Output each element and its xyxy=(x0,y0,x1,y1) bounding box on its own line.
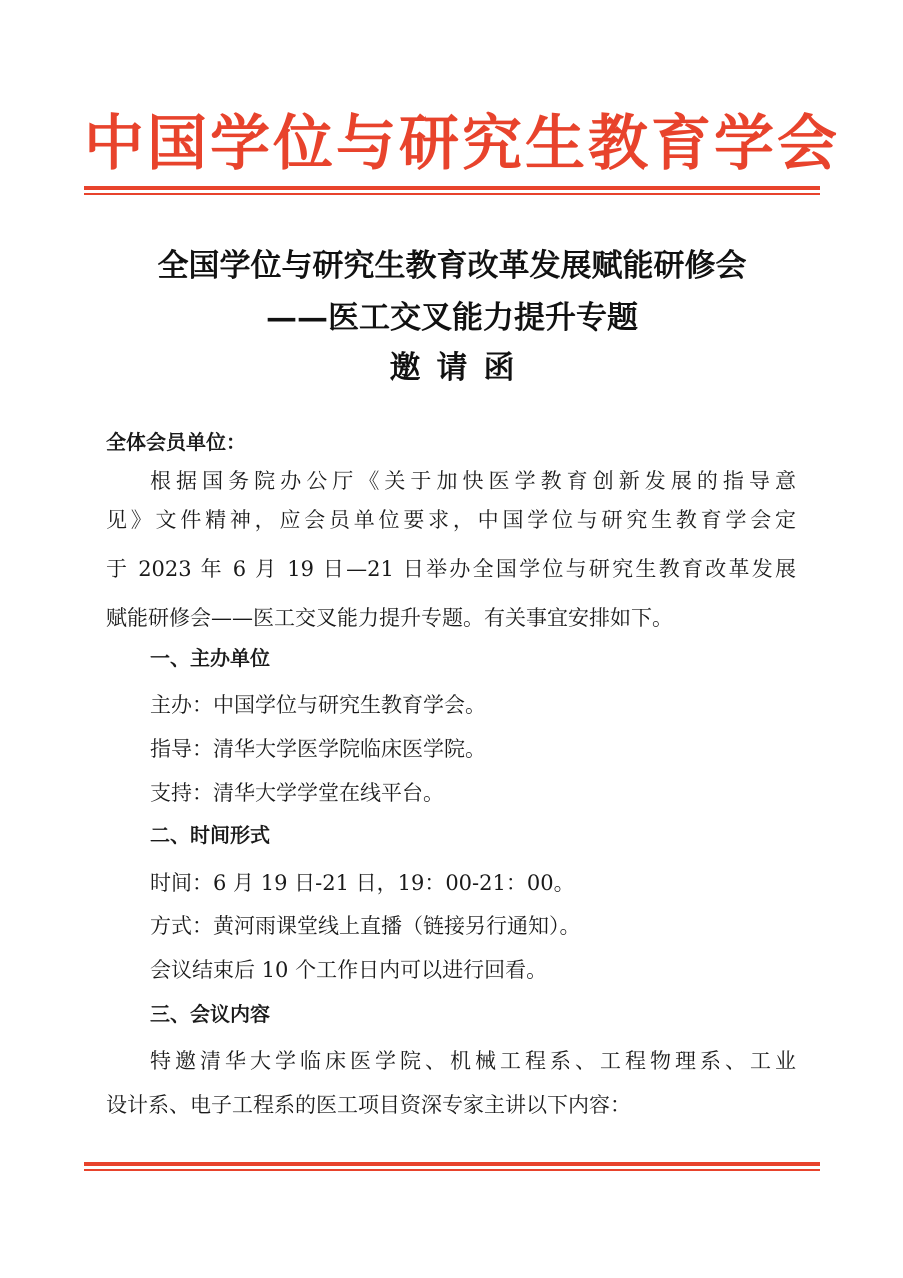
content-line-2: 设计系、电子工程系的医工项目资深专家主讲以下内容： xyxy=(106,1093,631,1117)
letterhead-rule-top xyxy=(84,186,820,195)
letterhead-org-name: 中国学位与研究生教育学会 xyxy=(84,109,840,179)
time-schedule: 时间：6 月 19 日-21 日，19：00-21：00。 xyxy=(150,871,575,895)
document-title-line1: 全国学位与研究生教育改革发展赋能研修会 xyxy=(157,248,747,284)
section-content-heading: 三、会议内容 xyxy=(150,1002,270,1026)
organizer-guide: 指导：清华大学医学院临床医学院。 xyxy=(150,737,486,761)
section-time-heading: 二、时间形式 xyxy=(150,823,270,847)
intro-line-4: 赋能研修会——医工交叉能力提升专题。有关事宜安排如下。 xyxy=(106,606,673,630)
intro-line-3: 于 2023 年 6 月 19 日—21 日举办全国学位与研究生教育改革发展 xyxy=(106,557,796,581)
intro-line-2: 见》文件精神，应会员单位要求，中国学位与研究生教育学会定 xyxy=(106,508,796,532)
footer-rule xyxy=(84,1162,820,1171)
organizer-support: 支持：清华大学学堂在线平台。 xyxy=(150,781,444,805)
section-organizer-heading: 一、主办单位 xyxy=(150,646,270,670)
salutation: 全体会员单位： xyxy=(106,430,246,454)
content-line-1: 特邀清华大学临床医学院、机械工程系、工程物理系、工业 xyxy=(150,1049,796,1073)
document-title-line2: ——医工交叉能力提升专题 xyxy=(266,300,638,336)
intro-line-1: 根据国务院办公厅《关于加快医学教育创新发展的指导意 xyxy=(150,469,796,493)
document-title-invitation: 邀请函 xyxy=(389,350,531,386)
time-replay: 会议结束后 10 个工作日内可以进行回看。 xyxy=(150,958,548,982)
organizer-host: 主办：中国学位与研究生教育学会。 xyxy=(150,693,486,717)
time-method: 方式：黄河雨课堂线上直播（链接另行通知）。 xyxy=(150,914,581,938)
